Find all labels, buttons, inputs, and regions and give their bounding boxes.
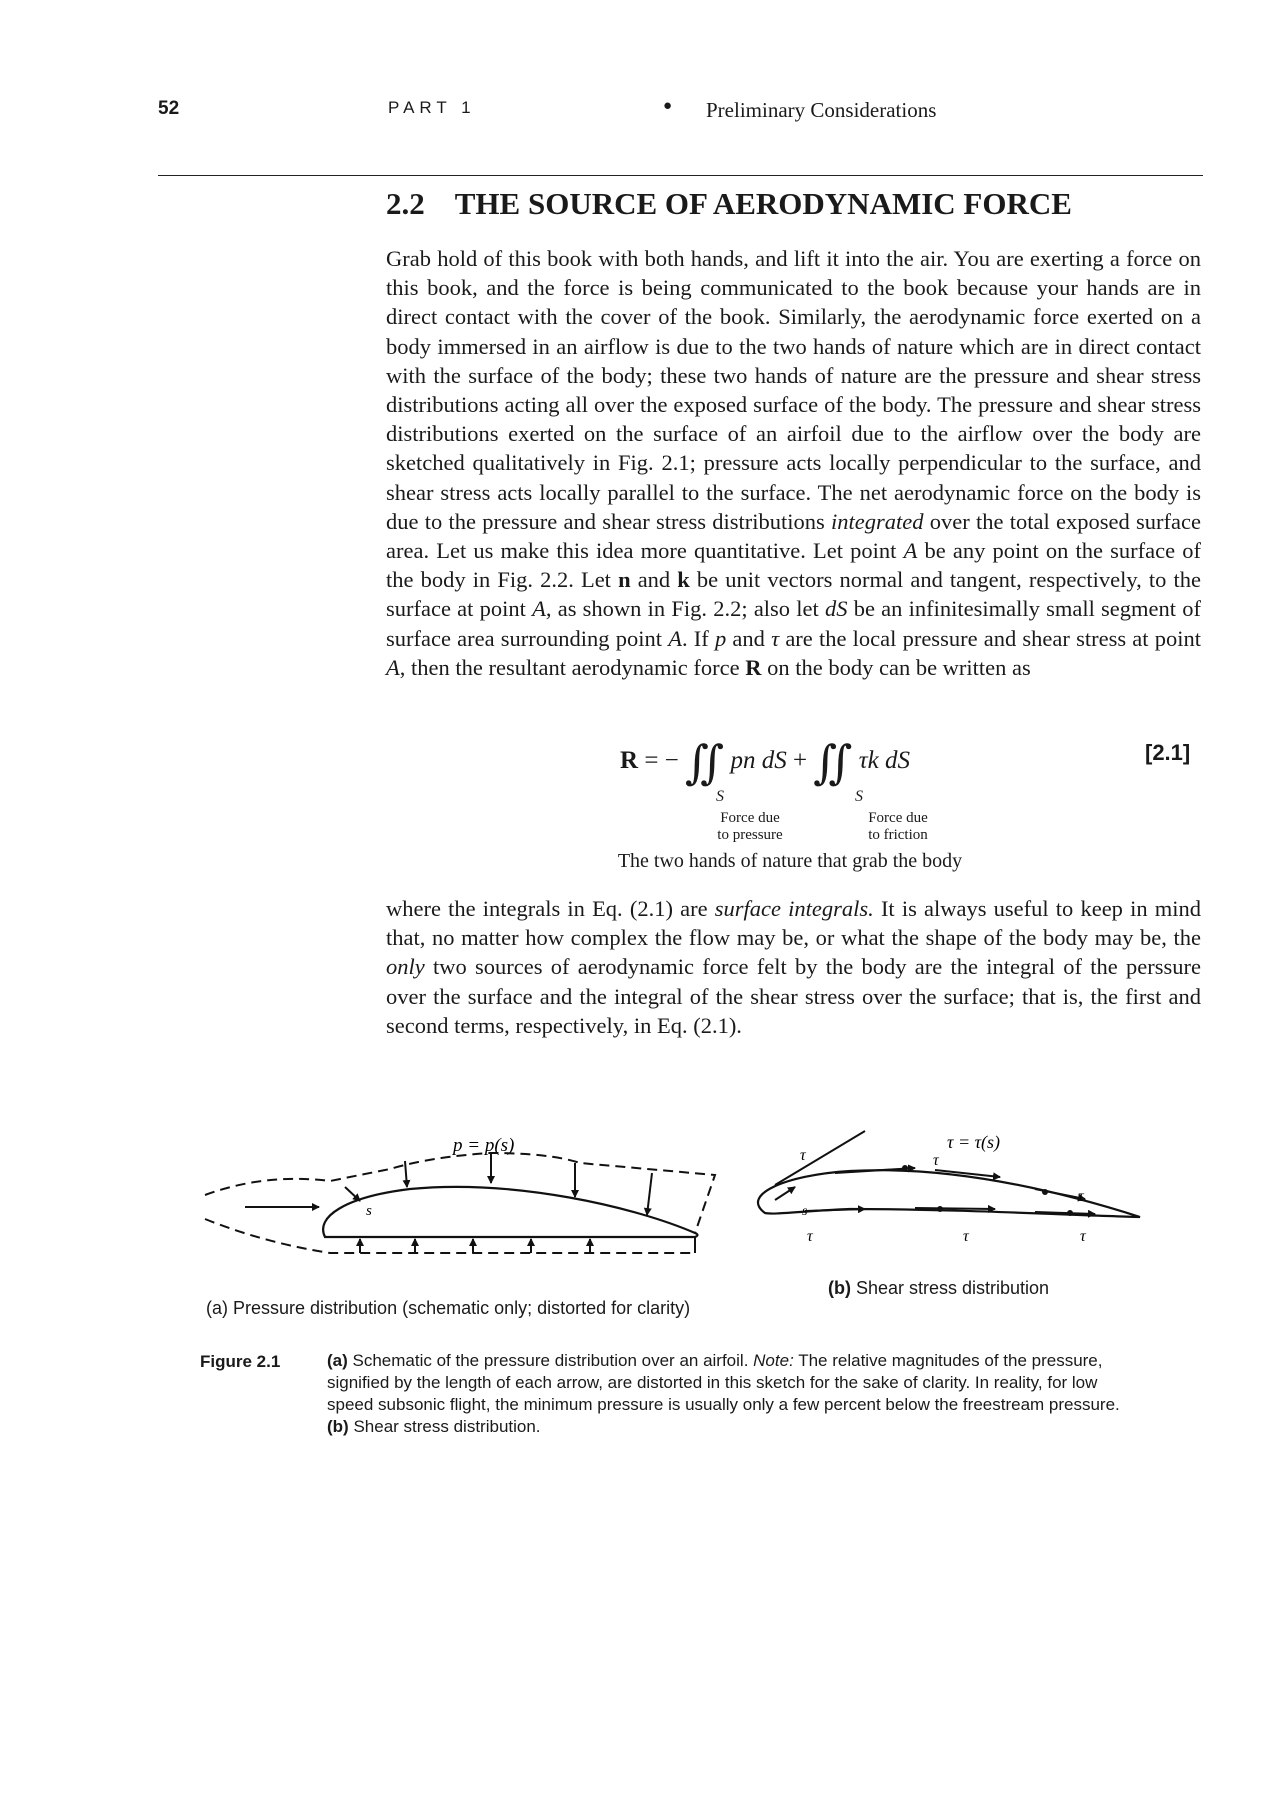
section-heading	[386, 186, 1072, 222]
text-run: be any point on the surface of the body in Fig. 2.2. Let	[386, 538, 1201, 593]
figure-label: Figure 2.1	[200, 1352, 281, 1371]
eq-term-pressure: pn dS	[730, 747, 787, 774]
tau-label: τ	[800, 1147, 806, 1164]
shear-stress-label: τ = τ(s)	[947, 1132, 1001, 1152]
pressure-arrow	[345, 1187, 360, 1201]
text-run: Grab hold of this book with both hands, and lift it into the air. You are exerting a force on this book, and the force is being communicated to the book because your hands are in direct contact with the cover of the book. Similarly, the aerodynamic force exerted on a body immersed in an airflow is due to the two hands of nature which are in direct contact with the surface of the body; these two hands of nature are the pressure and shear stress distributions acting all over the exposed surface of the body. The pressure and shear stress distributions exerted on the surface of an airfoil due to the airflow over the body are sketched qualitatively in Fig. 2.1; pressure acts locally perpendicular to the surface, and shear stress acts locally parallel to the surface. The net aerodynamic force on the body is due to the pressure and shear stress distributions	[386, 246, 1201, 534]
figure-caption	[327, 1350, 1127, 1438]
shear-arrow	[775, 1187, 795, 1200]
text-run: and	[726, 625, 772, 651]
emphasis: surface integrals.	[714, 896, 874, 921]
pressure-label: p = p(s)	[453, 1135, 515, 1156]
text-run: on the body can be written as	[761, 654, 1031, 680]
arc-length-label: s	[366, 1203, 372, 1219]
subcaption-letter: (a)	[206, 1298, 228, 1318]
arc-length-label: s	[802, 1204, 808, 1219]
text-run: where the integrals in Eq. (2.1) are	[386, 896, 715, 921]
pressure-arrow	[405, 1161, 407, 1187]
tau-label: τ	[963, 1228, 969, 1245]
text-run: be unit vectors normal and tangent, respectively, to the surface at point	[386, 567, 1201, 622]
subcaption-text: Pressure distribution (schematic only; distorted for clarity)	[228, 1298, 691, 1318]
label-line: to pressure	[717, 827, 783, 843]
symbol-A: A	[668, 625, 682, 651]
integral-sign: ∬	[813, 737, 853, 788]
emphasis: only	[386, 954, 425, 980]
subcaption-a	[206, 1298, 690, 1319]
eq-equals: = −	[638, 747, 679, 774]
running-title: Preliminary Considerations	[706, 98, 937, 122]
pressure-arrow	[647, 1173, 652, 1215]
text-run: over the total exposed surface area. Let us make this idea more quantitative. Let point	[386, 508, 1201, 564]
s-coordinate-line	[775, 1131, 865, 1185]
label-force-friction	[848, 810, 948, 844]
surface-subscript-1: S	[716, 788, 724, 805]
caption-note: Note:	[753, 1351, 794, 1370]
symbol-A: A	[386, 654, 400, 680]
eq-term-friction: τk dS	[858, 747, 911, 774]
label-line: to friction	[868, 827, 928, 843]
stress-point	[1067, 1210, 1073, 1216]
vector-k: k	[677, 567, 690, 593]
label-line: Force due	[720, 810, 780, 826]
part-label: PART 1	[388, 98, 476, 117]
equation-caption: The two hands of nature that grab the body	[617, 850, 963, 872]
paragraph-1	[386, 244, 1201, 682]
text-run: are the local pressure and shear stress at point	[779, 625, 1201, 651]
stress-point	[1042, 1189, 1048, 1195]
symbol-tau: τ	[771, 625, 780, 651]
tau-label: τ	[1078, 1188, 1084, 1205]
tau-label: τ	[933, 1152, 939, 1169]
subcaption-letter: (b)	[828, 1278, 851, 1298]
integral-sign: ∬	[685, 737, 725, 788]
subcaption-text: Shear stress distribution	[850, 1278, 1050, 1298]
bullet-separator: ●	[663, 98, 673, 114]
text-run: Shear stress distribution.	[348, 1417, 541, 1436]
upper-pressure-envelope	[205, 1153, 715, 1233]
eq-plus: +	[786, 747, 814, 774]
text-run: , then the resultant aerodynamic force	[399, 654, 746, 680]
caption-letter: (b)	[327, 1417, 349, 1436]
shear-arrow	[915, 1208, 995, 1209]
text-run: and	[630, 567, 678, 593]
tau-label: τ	[1080, 1228, 1086, 1245]
symbol-A: A	[903, 538, 918, 564]
label-force-pressure	[700, 810, 800, 844]
symbol-A: A	[532, 596, 546, 622]
airfoil-a	[323, 1187, 697, 1237]
shear-stress-diagram	[758, 1131, 1140, 1245]
shear-arrow	[805, 1209, 865, 1211]
text-run: . If	[681, 625, 715, 651]
tau-label: τ	[807, 1228, 813, 1245]
stress-point	[902, 1165, 908, 1171]
symbol-p: p	[714, 625, 727, 651]
figure-2-1-drawing	[195, 1115, 1155, 1285]
section-title: THE SOURCE OF AERODYNAMIC FORCE	[454, 186, 1072, 221]
symbol-dS: dS	[825, 596, 848, 622]
equation-number: [2.1]	[1145, 740, 1191, 765]
vector-R: R	[745, 654, 762, 680]
eq-lhs: R	[620, 747, 639, 774]
text-run: , as shown in Fig. 2.2; also let	[545, 596, 825, 622]
emphasis: integrated	[831, 508, 924, 534]
text-run: It is always useful to keep in mind that, no matter how complex the flow may be, or what the shape of the body may be, the	[386, 896, 1201, 951]
surface-subscript-2: S	[855, 788, 863, 805]
header-rule	[158, 175, 1203, 176]
text-run: be an infinitesimally small segment of surface area surrounding point	[386, 596, 1201, 651]
caption-letter: (a)	[327, 1351, 348, 1370]
stress-point	[937, 1206, 943, 1212]
label-line: Force due	[868, 810, 928, 826]
text-run: Schematic of the pressure distribution over an airfoil.	[347, 1351, 754, 1370]
text-run: The relative magnitudes of the pressure, signified by the length of each arrow, are distorted in this sketch for the sake of clarity. In reality, for low speed subsonic flight, the minimum pressure is usually only a few percent below the freestream pressure.	[327, 1351, 1120, 1414]
paragraph-2	[386, 894, 1201, 1040]
equation-2-1	[620, 735, 910, 789]
page-number: 52	[158, 98, 180, 119]
running-header	[158, 98, 1203, 128]
subcaption-b	[828, 1278, 1049, 1299]
vector-n: n	[618, 567, 631, 593]
pressure-distribution-diagram	[205, 1135, 715, 1253]
section-number: 2.2	[386, 186, 425, 221]
text-run: two sources of aerodynamic force felt by the body are the integral of the perssure over the surface and the integral of the shear stress over the surface; that is, the first and second terms, respectively, in Eq. (2.1).	[386, 954, 1201, 1038]
